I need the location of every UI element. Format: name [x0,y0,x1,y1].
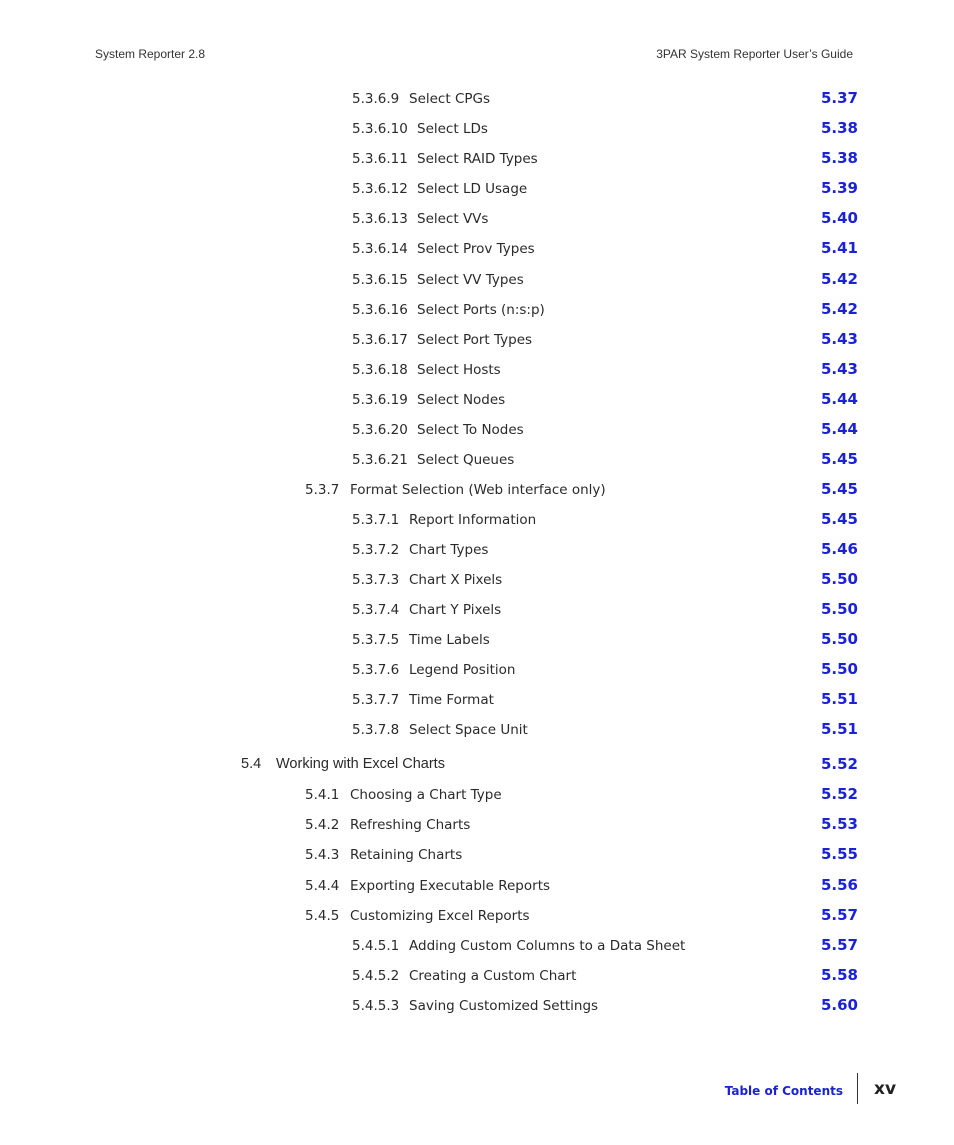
toc-entry[interactable] [0,785,954,807]
toc-entry-number: 5.3.7.8 [352,722,400,738]
toc-entry[interactable] [0,149,954,171]
toc-entry-title[interactable]: Report Information [409,512,537,528]
toc-entry[interactable] [0,600,954,622]
toc-entry[interactable] [0,845,954,867]
toc-entry-page-link[interactable]: 5.60 [820,996,858,1014]
toc-entry-title[interactable]: Select Space Unit [409,722,528,738]
toc-entry-number: 5.4.5.2 [352,968,400,984]
toc-entry[interactable] [0,510,954,532]
toc-entry-title[interactable]: Select RAID Types [417,151,538,167]
toc-entry[interactable] [0,390,954,412]
toc-entry-page-link[interactable]: 5.57 [820,936,858,954]
toc-entry-page-link[interactable]: 5.45 [820,510,858,528]
toc-entry-title[interactable]: Select Hosts [417,362,501,378]
toc-entry[interactable] [0,270,954,292]
toc-entry-number: 5.4.2 [305,817,340,833]
toc-entry-number: 5.3.6.9 [352,91,400,107]
toc-entry-number: 5.3.7.7 [352,692,400,708]
toc-entry[interactable] [0,540,954,562]
toc-entry[interactable] [0,996,954,1018]
toc-entry[interactable] [0,209,954,231]
toc-entry-page-link[interactable]: 5.50 [820,600,858,618]
toc-entry-title[interactable]: Saving Customized Settings [409,998,599,1014]
toc-entry[interactable] [0,119,954,141]
toc-entry-number: 5.4.1 [305,787,340,803]
toc-entry-title[interactable]: Select VV Types [417,272,524,288]
toc-entry-page-link[interactable]: 5.45 [820,450,858,468]
footer-divider [857,1073,858,1104]
toc-entry[interactable] [0,660,954,682]
toc-entry-number: 5.3.7.5 [352,632,400,648]
toc-entry-title[interactable]: Working with Excel Charts [276,756,445,772]
toc-entry-title[interactable]: Chart Types [409,542,489,558]
toc-entry-page-link[interactable]: 5.58 [820,966,858,984]
toc-entry-title[interactable]: Format Selection (Web interface only) [350,482,606,498]
toc-entry-title[interactable]: Select To Nodes [417,422,524,438]
toc-entry-page-link[interactable]: 5.46 [820,540,858,558]
toc-entry-title[interactable]: Select Port Types [417,332,533,348]
toc-entry-title[interactable]: Select LD Usage [417,181,528,197]
toc-entry-number: 5.3.6.18 [352,362,408,378]
toc-entry-number: 5.3.6.19 [352,392,408,408]
toc-entry-page-link[interactable]: 5.51 [820,720,858,738]
footer-page-number: xv [874,1079,897,1099]
toc-entry-page-link[interactable]: 5.43 [820,330,858,348]
toc-entry[interactable] [0,330,954,352]
toc-entry[interactable] [0,239,954,261]
toc-entry[interactable] [0,755,954,777]
toc-entry-number: 5.4.5.1 [352,938,400,954]
toc-entry-number: 5.3.6.11 [352,151,408,167]
toc-entry-page-link[interactable]: 5.45 [820,480,858,498]
toc-entry-page-link[interactable]: 5.51 [820,690,858,708]
toc-entry-page-link[interactable]: 5.38 [820,149,858,167]
toc-entry[interactable] [0,450,954,472]
toc-entry-page-link[interactable]: 5.40 [820,209,858,227]
toc-entry-page-link[interactable]: 5.44 [820,390,858,408]
toc-entry-page-link[interactable]: 5.55 [820,845,858,863]
toc-entry-page-link[interactable]: 5.44 [820,420,858,438]
toc-entry-page-link[interactable]: 5.43 [820,360,858,378]
toc-entry-title[interactable]: Chart Y Pixels [409,602,502,618]
toc-entry-title[interactable]: Choosing a Chart Type [350,787,502,803]
toc-entry-title[interactable]: Refreshing Charts [350,817,471,833]
toc-entry-page-link[interactable]: 5.42 [820,300,858,318]
toc-entry-title[interactable]: Select Ports (n:s:p) [417,302,545,318]
toc-entry-page-link[interactable]: 5.38 [820,119,858,137]
toc-entry-page-link[interactable]: 5.50 [820,630,858,648]
toc-entry[interactable] [0,480,954,502]
toc-entry-title[interactable]: Select LDs [417,121,488,137]
toc-entry-title[interactable]: Select CPGs [409,91,490,107]
toc-entry-number: 5.3.7.6 [352,662,400,678]
toc-entry-page-link[interactable]: 5.50 [820,570,858,588]
toc-entry-number: 5.4 [241,756,262,772]
toc-entry[interactable] [0,360,954,382]
toc-entry-number: 5.3.6.17 [352,332,408,348]
toc-entry-number: 5.4.5.3 [352,998,400,1014]
toc-entry-title[interactable]: Select Prov Types [417,241,535,257]
toc-entry-number: 5.3.7.3 [352,572,400,588]
toc-entry[interactable] [0,876,954,898]
toc-entry-number: 5.3.7 [305,482,340,498]
toc-entry-number: 5.3.6.16 [352,302,408,318]
toc-entry[interactable] [0,570,954,592]
toc-entry-title[interactable]: Legend Position [409,662,516,678]
toc-entry[interactable] [0,179,954,201]
toc-entry-page-link[interactable]: 5.41 [820,239,858,257]
toc-entry-title[interactable]: Retaining Charts [350,847,463,863]
toc-entry-number: 5.3.6.10 [352,121,408,137]
footer-section-label[interactable]: Table of Contents [724,1084,843,1098]
toc-entry-number: 5.4.5 [305,908,340,924]
toc-entry[interactable] [0,936,954,958]
toc-entry-number: 5.4.4 [305,878,340,894]
toc-entry[interactable] [0,89,954,111]
toc-entry[interactable] [0,720,954,742]
toc-entry-page-link[interactable]: 5.56 [820,876,858,894]
toc-entry-number: 5.3.6.13 [352,211,408,227]
toc-entry[interactable] [0,300,954,322]
toc-entry-title[interactable]: Customizing Excel Reports [350,908,530,924]
toc-entry-title[interactable]: Time Labels [409,632,490,648]
toc-entry-title[interactable]: Select VVs [417,211,489,227]
toc-entry[interactable] [0,966,954,988]
toc-entry-title[interactable]: Adding Custom Columns to a Data Sheet [409,938,686,954]
toc-entry-title[interactable]: Exporting Executable Reports [350,878,551,894]
toc-entry-number: 5.3.7.4 [352,602,400,618]
toc-entry-title[interactable]: Creating a Custom Chart [409,968,577,984]
toc-entry[interactable] [0,420,954,442]
toc-entry[interactable] [0,690,954,712]
toc-entry-number: 5.3.6.20 [352,422,408,438]
toc-entry-page-link[interactable]: 5.37 [820,89,858,107]
toc-entry-number: 5.3.6.21 [352,452,408,468]
toc-entry-number: 5.3.6.15 [352,272,408,288]
toc-entry-number: 5.3.6.14 [352,241,408,257]
toc-entry-page-link[interactable]: 5.57 [820,906,858,924]
toc-entry-title[interactable]: Time Format [409,692,494,708]
toc-entry-title[interactable]: Select Queues [417,452,515,468]
toc-entry-number: 5.4.3 [305,847,340,863]
toc-entry-page-link[interactable]: 5.50 [820,660,858,678]
toc-entry-number: 5.3.7.1 [352,512,400,528]
toc-entry-page-link[interactable]: 5.53 [820,815,858,833]
toc-entry-page-link[interactable]: 5.52 [820,785,858,803]
toc-entry[interactable] [0,630,954,652]
toc-entry[interactable] [0,906,954,928]
toc-entry-number: 5.3.6.12 [352,181,408,197]
running-head-right: 3PAR System Reporter User’s Guide [656,47,853,61]
toc-entry-number: 5.3.7.2 [352,542,400,558]
toc-entry-page-link[interactable]: 5.42 [820,270,858,288]
running-head-left: System Reporter 2.8 [95,47,206,61]
toc-entry-page-link[interactable]: 5.52 [820,755,858,773]
toc-entry-title[interactable]: Select Nodes [417,392,506,408]
toc-entry-title[interactable]: Chart X Pixels [409,572,503,588]
toc-entry-page-link[interactable]: 5.39 [820,179,858,197]
toc-entry[interactable] [0,815,954,837]
